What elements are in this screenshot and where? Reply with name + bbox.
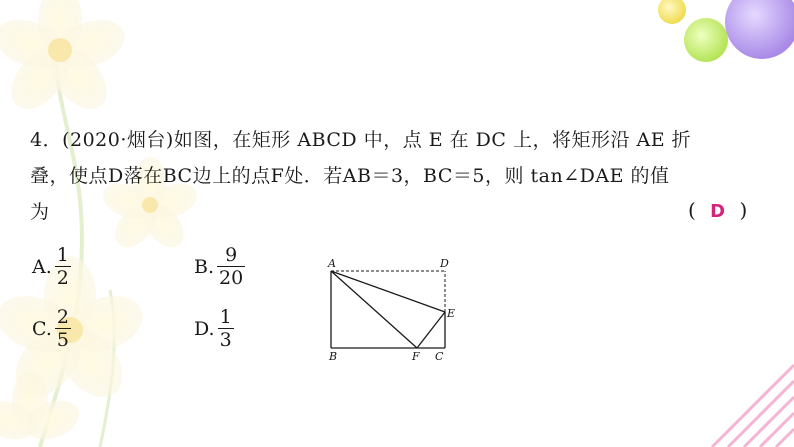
answer-bracket [688,198,751,222]
point-label-e: E [447,307,456,320]
point-label-d: D [440,257,449,270]
option-b[interactable] [194,244,245,289]
point-label-b: B [329,350,338,363]
fraction-numerator: 9 [225,244,238,266]
fraction-numerator: 1 [56,244,69,266]
fraction-denominator: 2 [56,267,69,290]
segment-ae [331,271,445,312]
problem-line-2: 叠，使点D落在BC边上的点F处．若AB＝3，BC＝5，则 tan∠DAE 的值 [30,165,670,187]
green-circle-icon [684,18,728,62]
option-c[interactable] [32,306,71,351]
option-fraction [55,306,71,351]
paren-close: ) [739,198,752,222]
option-fraction [217,244,245,289]
point-label-c: C [435,350,444,363]
option-d[interactable] [194,306,234,351]
yellow-circle-icon [658,0,686,24]
option-label: A. [32,255,52,278]
fraction-denominator: 3 [219,329,232,352]
segment-fe [417,312,445,348]
purple-circle-icon [725,0,794,59]
point-label-f: F [412,350,420,363]
answer-value: D [710,201,730,222]
point-label-a: A [328,257,336,270]
pink-stripes-icon [712,365,794,447]
option-label: C. [32,317,52,340]
fraction-denominator: 5 [56,329,69,352]
geometry-figure [318,253,468,365]
problem-text [30,122,775,230]
option-fraction [218,306,234,351]
fraction-numerator: 2 [56,306,69,328]
problem-line-1: 4．(2020·烟台)如图，在矩形 ABCD 中，点 E 在 DC 上，将矩形沿 AE 折 [30,129,692,151]
option-a[interactable] [32,244,71,289]
option-fraction [55,244,71,289]
segment-af [331,271,417,348]
option-label: B. [194,255,215,278]
option-label: D. [194,317,215,340]
fraction-denominator: 20 [219,267,244,290]
problem-line-3: 为 [30,201,50,223]
paren-open: ( [688,198,700,222]
fraction-numerator: 1 [219,306,232,328]
